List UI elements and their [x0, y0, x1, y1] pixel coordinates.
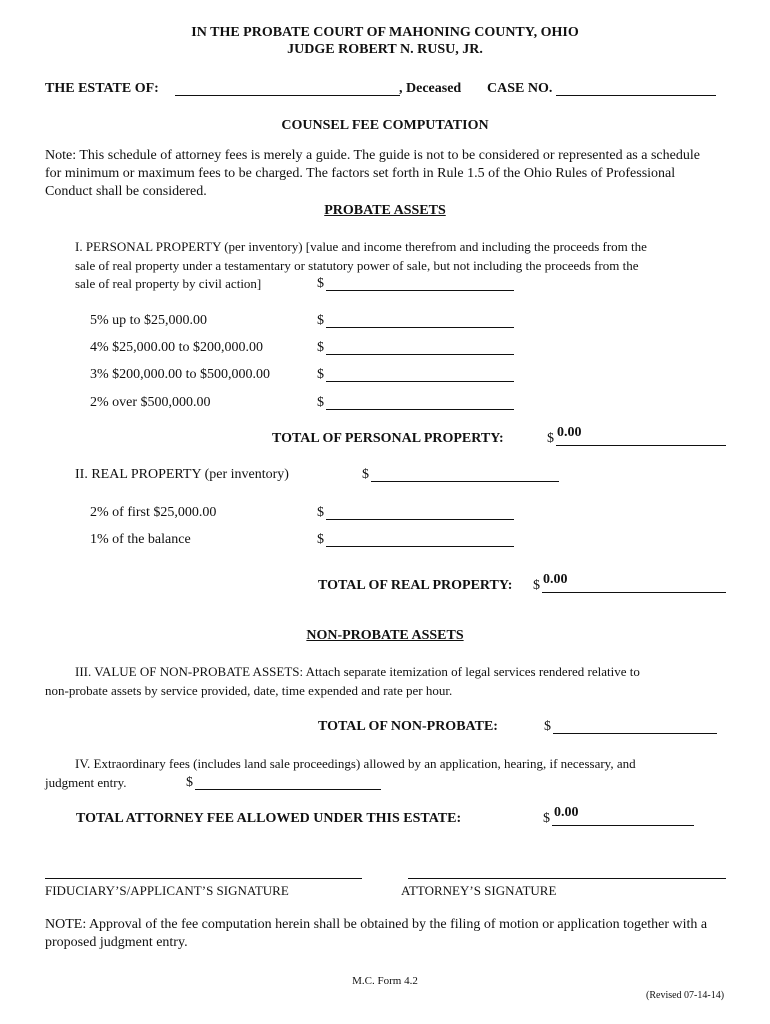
personal-property-value-field[interactable]	[326, 290, 514, 291]
non-probate-line1: III. VALUE OF NON-PROBATE ASSETS: Attach separate itemization of legal services rendered relative to	[75, 664, 640, 679]
personal-total-field[interactable]	[556, 445, 726, 446]
dollar-sign: $	[533, 578, 540, 593]
personal-rate-3-field[interactable]	[326, 381, 514, 382]
real-rate-1-field[interactable]	[326, 519, 514, 520]
personal-property-line1: I. PERSONAL PROPERTY (per inventory) [value and income therefrom and including the proceeds from the	[75, 239, 647, 254]
personal-rate-1: 5% up to $25,000.00	[90, 313, 208, 328]
dollar-sign: $	[317, 532, 324, 547]
guide-note: Note: This schedule of attorney fees is merely a guide. The guide is not to be considered or represented as a schedule for minimum or maximum fees to be charged. The factors set forth in Rule 1.5 of the Ohio Rules of Professional Conduct shall be considered.	[45, 148, 700, 199]
dollar-sign: $	[317, 367, 324, 382]
real-total-value: 0.00	[543, 572, 568, 587]
dollar-sign: $	[543, 811, 550, 826]
personal-total-label: TOTAL OF PERSONAL PROPERTY:	[272, 431, 504, 446]
real-rate-2-field[interactable]	[326, 546, 514, 547]
judge-name: JUDGE ROBERT N. RUSU, JR.	[287, 42, 483, 57]
personal-rate-4: 2% over $500,000.00	[90, 395, 211, 410]
estate-label: THE ESTATE OF:	[45, 81, 159, 96]
dollar-sign: $	[547, 431, 554, 446]
personal-rate-2: 4% $25,000.00 to $200,000.00	[90, 340, 264, 355]
dollar-sign: $	[317, 395, 324, 410]
non-probate-total-label: TOTAL OF NON-PROBATE:	[318, 719, 498, 734]
personal-rate-2-field[interactable]	[326, 354, 514, 355]
fiduciary-signature-field[interactable]	[45, 878, 362, 879]
total-fee-value: 0.00	[554, 805, 579, 820]
dollar-sign: $	[317, 276, 324, 291]
dollar-sign: $	[317, 340, 324, 355]
non-probate-total-field[interactable]	[553, 733, 717, 734]
attorney-signature-label: ATTORNEY’S SIGNATURE	[401, 883, 557, 898]
personal-rate-3: 3% $200,000.00 to $500,000.00	[90, 367, 271, 382]
extraordinary-line1: IV. Extraordinary fees (includes land sale proceedings) allowed by an application, hearing, if necessary, and	[75, 756, 636, 771]
dollar-sign: $	[317, 313, 324, 328]
personal-property-line3: sale of real property by civil action]	[75, 276, 262, 291]
probate-assets-heading: PROBATE ASSETS	[324, 203, 446, 218]
dollar-sign: $	[186, 775, 193, 790]
case-no-label: CASE NO.	[487, 81, 553, 96]
real-total-label: TOTAL OF REAL PROPERTY:	[318, 578, 513, 593]
approval-note: NOTE: Approval of the fee computation herein shall be obtained by the filing of motion or application together with a proposed judgment entry.	[45, 917, 708, 950]
case-no-field[interactable]	[556, 95, 716, 96]
personal-total-value: 0.00	[557, 425, 582, 440]
personal-rate-1-field[interactable]	[326, 327, 514, 328]
dollar-sign: $	[317, 505, 324, 520]
estate-name-field[interactable]	[175, 95, 400, 96]
personal-rate-4-field[interactable]	[326, 409, 514, 410]
real-property-value-field[interactable]	[371, 481, 559, 482]
personal-property-line2: sale of real property under a testamentary or statutory power of sale, but not including the proceeds from the	[75, 258, 639, 273]
attorney-signature-field[interactable]	[408, 878, 726, 879]
extraordinary-line2: judgment entry.	[45, 775, 127, 790]
fiduciary-signature-label: FIDUCIARY’S/APPLICANT’S SIGNATURE	[45, 883, 289, 898]
dollar-sign: $	[362, 467, 369, 482]
total-fee-label: TOTAL ATTORNEY FEE ALLOWED UNDER THIS ESTATE:	[76, 811, 462, 826]
total-fee-field[interactable]	[552, 825, 694, 826]
real-rate-2: 1% of the balance	[90, 532, 191, 547]
non-probate-line2: non-probate assets by service provided, date, time expended and rate per hour.	[45, 683, 453, 698]
form-number: M.C. Form 4.2	[352, 975, 418, 987]
revision-date: (Revised 07-14-14)	[646, 990, 725, 1001]
form-title: COUNSEL FEE COMPUTATION	[281, 118, 489, 133]
real-rate-1: 2% of first $25,000.00	[90, 505, 217, 520]
real-total-field[interactable]	[542, 592, 726, 593]
non-probate-heading: NON-PROBATE ASSETS	[306, 628, 464, 643]
dollar-sign: $	[544, 719, 551, 734]
real-property-label: II. REAL PROPERTY (per inventory)	[75, 467, 289, 482]
deceased-label: , Deceased	[399, 81, 462, 96]
extraordinary-fee-field[interactable]	[195, 789, 381, 790]
court-title: IN THE PROBATE COURT OF MAHONING COUNTY, OHIO	[191, 25, 579, 40]
